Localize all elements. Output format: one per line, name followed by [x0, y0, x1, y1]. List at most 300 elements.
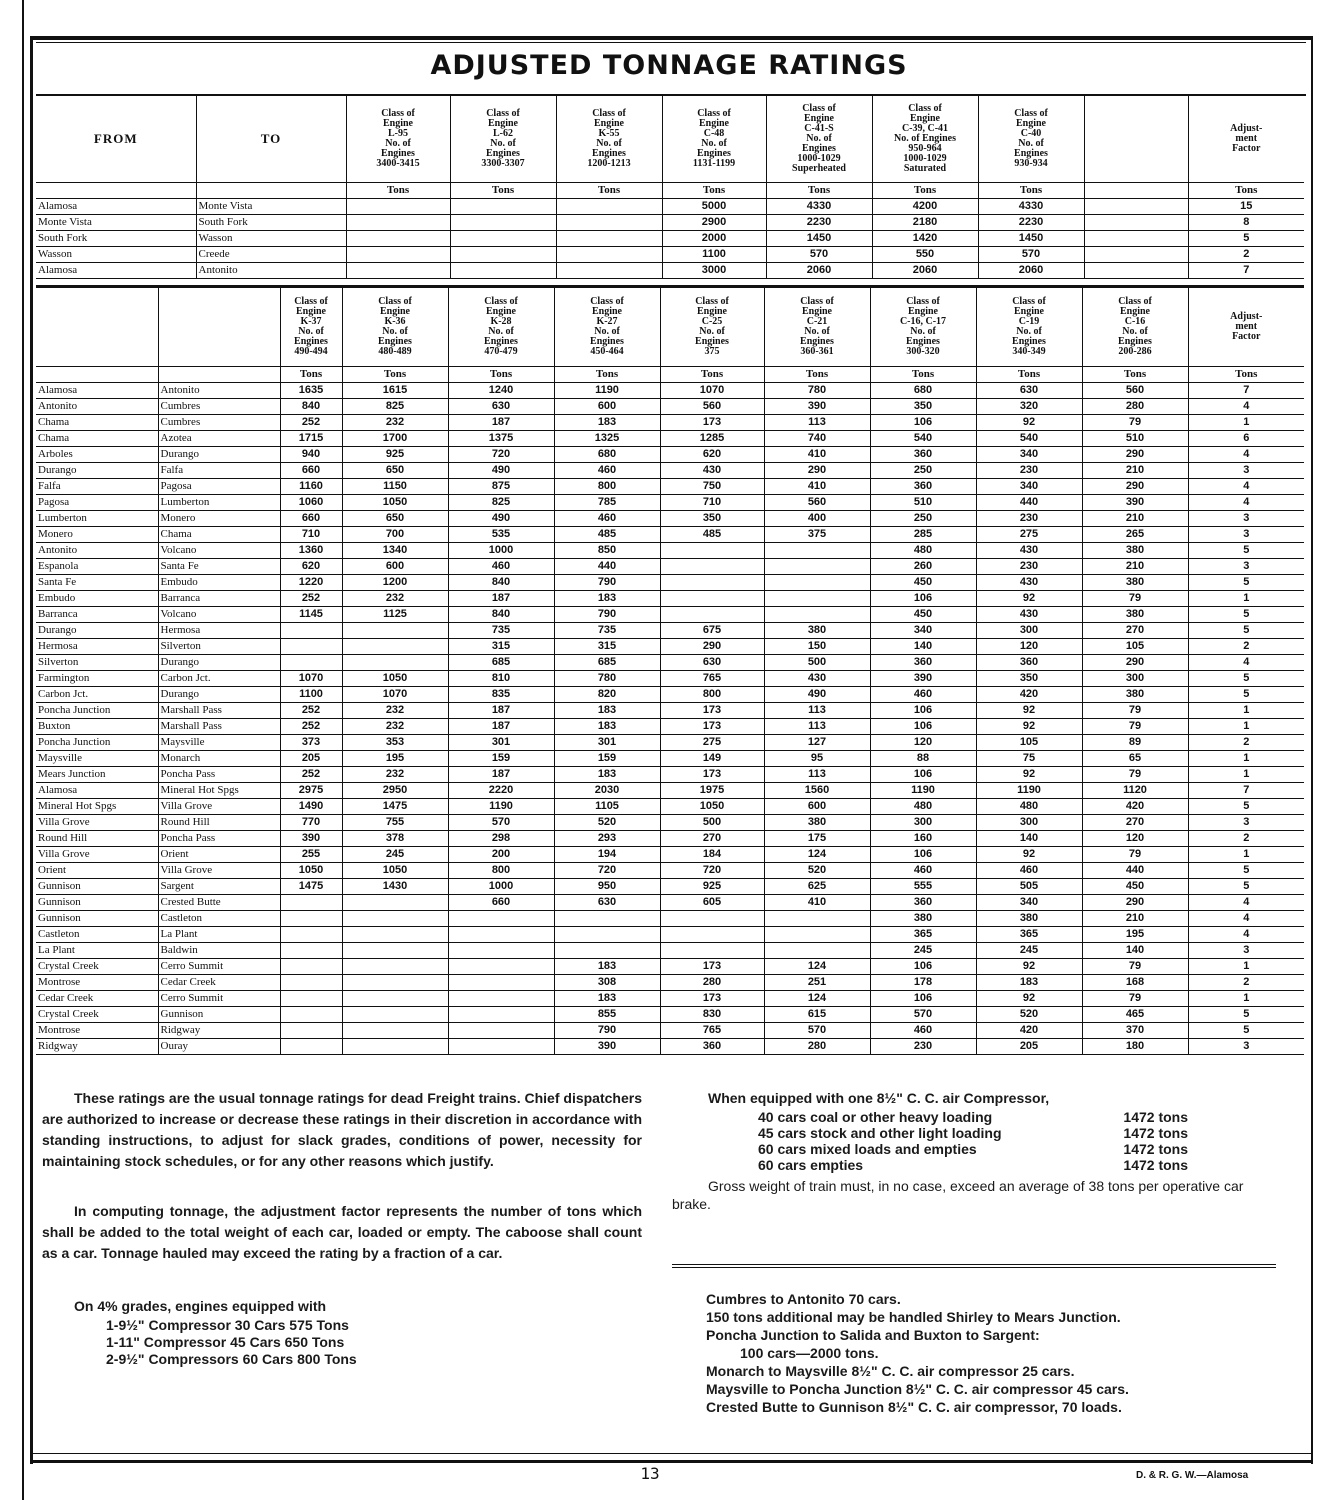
tonnage-value: 1360: [280, 543, 342, 559]
table-row: [36, 559, 1304, 575]
grades-line: 1-9½" Compressor 30 Cars 575 Tons: [106, 1317, 349, 1333]
from-station: Wasson: [36, 247, 196, 263]
engine-header-line: Engines: [381, 148, 415, 159]
table-row: [36, 1023, 1304, 1039]
table-row: [36, 735, 1304, 751]
engine-class-header: [870, 287, 976, 367]
from-station: Montrose: [36, 1023, 158, 1039]
tonnage-value: 380: [976, 911, 1082, 927]
tonnage-value: 520: [976, 1007, 1082, 1023]
engine-header-line: Engines: [1014, 148, 1048, 159]
unit-label: Tons: [1188, 183, 1304, 199]
tonnage-value: [448, 943, 554, 959]
tonnage-value: [556, 263, 662, 279]
tonnage-value: 124: [764, 847, 870, 863]
tonnage-value: 1635: [280, 383, 342, 399]
to-station: Creede: [196, 247, 346, 263]
tonnage-value: 252: [280, 719, 342, 735]
tonnage-value: [450, 231, 556, 247]
tonnage-value: 315: [554, 639, 660, 655]
tonnage-value: 370: [1082, 1023, 1188, 1039]
tonnage-value: 298: [448, 831, 554, 847]
tonnage-value: 183: [976, 975, 1082, 991]
from-station: Alamosa: [36, 783, 158, 799]
tonnage-value: 835: [448, 687, 554, 703]
tonnage-value: 540: [976, 431, 1082, 447]
tonnage-value: 113: [764, 703, 870, 719]
tonnage-value: 250: [870, 511, 976, 527]
tonnage-value: 1120: [1082, 783, 1188, 799]
unit-label: Tons: [1188, 367, 1304, 383]
tonnage-value: [280, 895, 342, 911]
grades-line: 1-11" Compressor 45 Cars 650 Tons: [106, 1334, 345, 1350]
engine-class-header: [976, 287, 1082, 367]
to-station: Durango: [158, 687, 280, 703]
engine-header-line: Class of: [1118, 296, 1152, 307]
tonnage-value: 685: [448, 655, 554, 671]
tonnage-value: 850: [554, 543, 660, 559]
engine-header-line: Engine: [1015, 118, 1046, 129]
table-row: [36, 511, 1304, 527]
tonnage-value: [448, 1023, 554, 1039]
engine-header-line: Class of: [802, 103, 836, 114]
tonnage-value: 95: [764, 751, 870, 767]
tonnage-value: 660: [280, 511, 342, 527]
from-station: Poncha Junction: [36, 703, 158, 719]
tonnage-value: 5: [1188, 1023, 1304, 1039]
engine-header-line: Factor: [1232, 143, 1261, 154]
from-station: Farmington: [36, 671, 158, 687]
tonnage-value: [556, 215, 662, 231]
tonnage-value: 187: [448, 415, 554, 431]
to-station: Monte Vista: [196, 199, 346, 215]
engine-header-line: 360-361: [800, 346, 834, 357]
tonnage-value: 825: [448, 495, 554, 511]
tonnage-value: 183: [554, 703, 660, 719]
tonnage-value: 2230: [766, 215, 872, 231]
from-station: Poncha Junction: [36, 735, 158, 751]
tonnage-value: 630: [660, 655, 764, 671]
tonnage-value: 510: [870, 495, 976, 511]
from-station: Hermosa: [36, 639, 158, 655]
tonnage-value: 1220: [280, 575, 342, 591]
engine-class-header: [1188, 96, 1304, 183]
tonnage-value: 490: [448, 463, 554, 479]
tonnage-value: [342, 911, 448, 927]
table-row: [36, 815, 1304, 831]
engine-header-line: No. of: [1016, 326, 1042, 337]
table-row: [36, 671, 1304, 687]
table-row: [36, 1039, 1304, 1055]
engine-header-line: Class of: [381, 108, 415, 119]
engine-header-line: No. of: [910, 326, 936, 337]
tonnage-value: 1190: [976, 783, 1082, 799]
from-station: Gunnison: [36, 895, 158, 911]
engine-header-line: C-40: [1020, 128, 1042, 139]
tonnage-value: [342, 943, 448, 959]
unit-label: Tons: [448, 367, 554, 383]
tonnage-value: 184: [660, 847, 764, 863]
to-station: Carbon Jct.: [158, 671, 280, 687]
to-station: Falfa: [158, 463, 280, 479]
tonnage-value: 1160: [280, 479, 342, 495]
tonnage-value: [448, 959, 554, 975]
engine-header-line: Engines: [484, 336, 518, 347]
engine-header-line: Engine: [485, 306, 516, 317]
from-station: Crystal Creek: [36, 1007, 158, 1023]
tonnage-value: 195: [1082, 927, 1188, 943]
tonnage-value: [346, 199, 450, 215]
tonnage-value: 2230: [978, 215, 1084, 231]
engine-header-line: Engine: [295, 306, 326, 317]
to-station: Azotea: [158, 431, 280, 447]
tonnage-value: 210: [1082, 559, 1188, 575]
tonnage-value: 232: [342, 591, 448, 607]
to-station: Marshall Pass: [158, 703, 280, 719]
tonnage-value: 290: [660, 639, 764, 655]
table-row: [36, 895, 1304, 911]
engine-header-line: No. of: [806, 133, 832, 144]
tonnage-value: 925: [660, 879, 764, 895]
tonnage-value: 1700: [342, 431, 448, 447]
tonnage-value: 1450: [978, 231, 1084, 247]
frame-rule: [30, 1453, 1313, 1454]
grades-note-head: On 4% grades, engines equipped with: [74, 1298, 327, 1314]
tonnage-value: 140: [870, 639, 976, 655]
tonnage-value: 410: [764, 895, 870, 911]
tonnage-value: 500: [660, 815, 764, 831]
engine-header-line: Engines: [592, 148, 626, 159]
tonnage-value: 183: [554, 719, 660, 735]
from-station: Embudo: [36, 591, 158, 607]
tonnage-value: 5: [1188, 799, 1304, 815]
note-line: Maysville to Poncha Junction 8½" C. C. air compressor 45 cars.: [706, 1381, 1129, 1397]
engine-header-line: C-25: [701, 316, 723, 327]
tonnage-value: [342, 1039, 448, 1055]
tonnage-value: 800: [448, 863, 554, 879]
tonnage-value: 340: [976, 447, 1082, 463]
tonnage-value: 290: [764, 463, 870, 479]
tonnage-value: 3000: [662, 263, 766, 279]
tonnage-value: 520: [554, 815, 660, 831]
table-row: [36, 383, 1304, 399]
from-station: Ridgway: [36, 1039, 158, 1055]
tonnage-value: 365: [870, 927, 976, 943]
tonnage-value: 1615: [342, 383, 448, 399]
table-row: [36, 215, 1304, 231]
table-row: [36, 1007, 1304, 1023]
tonnage-value: 92: [976, 591, 1082, 607]
tonnage-value: 785: [554, 495, 660, 511]
unit-label: Tons: [346, 183, 450, 199]
from-station: Falfa: [36, 479, 158, 495]
tonnage-value: 700: [342, 527, 448, 543]
tonnage-value: [342, 639, 448, 655]
tonnage-value: 300: [870, 815, 976, 831]
tonnage-value: 380: [870, 911, 976, 927]
tonnage-value: 4: [1188, 895, 1304, 911]
to-station: Cedar Creek: [158, 975, 280, 991]
tonnage-value: 940: [280, 447, 342, 463]
tonnage-value: 280: [660, 975, 764, 991]
tonnage-value: 505: [976, 879, 1082, 895]
from-station: Buxton: [36, 719, 158, 735]
to-station: Durango: [158, 447, 280, 463]
tonnage-value: 685: [554, 655, 660, 671]
tonnage-value: 390: [280, 831, 342, 847]
tonnage-value: 180: [1082, 1039, 1188, 1055]
tonnage-value: 1050: [342, 863, 448, 879]
tonnage-value: 560: [1082, 383, 1188, 399]
from-station: Alamosa: [36, 263, 196, 279]
tonnage-value: 7: [1188, 263, 1304, 279]
table-row: [36, 831, 1304, 847]
tonnage-value: 230: [976, 559, 1082, 575]
tonnage-value: 4: [1188, 655, 1304, 671]
tonnage-value: 173: [660, 719, 764, 735]
engine-header-line: Engine: [591, 306, 622, 317]
tonnage-value: 5: [1188, 607, 1304, 623]
tonnage-value: 650: [342, 463, 448, 479]
tonnage-value: 380: [1082, 607, 1188, 623]
engine-header-line: Engines: [906, 336, 940, 347]
tonnage-value: [556, 199, 662, 215]
tonnage-value: 2180: [872, 215, 978, 231]
tonnage-value: 92: [976, 767, 1082, 783]
notes-left: [42, 1088, 642, 1368]
tonnage-value: 2975: [280, 783, 342, 799]
tonnage-value: 120: [1082, 831, 1188, 847]
tonnage-value: 570: [870, 1007, 976, 1023]
from-station: Silverton: [36, 655, 158, 671]
tonnage-value: [554, 927, 660, 943]
tonnage-value: 308: [554, 975, 660, 991]
tonnage-value: [764, 911, 870, 927]
table-row: [36, 479, 1304, 495]
tonnage-value: 820: [554, 687, 660, 703]
to-station: Marshall Pass: [158, 719, 280, 735]
note-line: Cumbres to Antonito 70 cars.: [706, 1291, 901, 1307]
to-station: Embudo: [158, 575, 280, 591]
tonnage-value: 2220: [448, 783, 554, 799]
tonnage-value: [448, 927, 554, 943]
tonnage-value: 630: [448, 399, 554, 415]
tonnage-value: 79: [1082, 415, 1188, 431]
tonnage-value: 840: [448, 607, 554, 623]
table-row: [36, 655, 1304, 671]
unit-label: Tons: [342, 367, 448, 383]
unit-label: Tons: [870, 367, 976, 383]
engine-class-header: [872, 96, 978, 183]
tonnage-value: 1430: [342, 879, 448, 895]
tonnage-value: 555: [870, 879, 976, 895]
tonnage-value: [342, 927, 448, 943]
tonnage-value: [1084, 263, 1188, 279]
tonnage-value: [280, 623, 342, 639]
tonnage-value: 1060: [280, 495, 342, 511]
tonnage-value: 160: [870, 831, 976, 847]
tonnage-value: 1190: [448, 799, 554, 815]
tonnage-value: 1975: [660, 783, 764, 799]
tonnage-value: 1285: [660, 431, 764, 447]
tonnage-value: 159: [554, 751, 660, 767]
tonnage-value: [280, 911, 342, 927]
to-station: Chama: [158, 527, 280, 543]
tonnage-value: 79: [1082, 959, 1188, 975]
tonnage-value: 480: [870, 543, 976, 559]
tonnage-value: [280, 1007, 342, 1023]
from-header: FROM: [36, 96, 196, 183]
table-row: [36, 399, 1304, 415]
frame-rule: [36, 42, 1306, 43]
tonnage-value: [1084, 199, 1188, 215]
engine-header-line: K-37: [300, 316, 322, 327]
tonnage-value: [280, 639, 342, 655]
tonnage-value: [342, 895, 448, 911]
engine-header-line: 1000-1029: [797, 153, 841, 164]
tonnage-value: 430: [764, 671, 870, 687]
table-row: [36, 975, 1304, 991]
tonnage-value: 1: [1188, 959, 1304, 975]
to-station: Silverton: [158, 639, 280, 655]
tonnage-value: [280, 959, 342, 975]
tonnage-value: 535: [448, 527, 554, 543]
tonnage-value: 380: [764, 623, 870, 639]
compressor-note-head: When equipped with one 8½" C. C. air Compressor,: [708, 1090, 1050, 1106]
tonnage-value: 570: [448, 815, 554, 831]
tonnage-value: 251: [764, 975, 870, 991]
tonnage-value: [764, 927, 870, 943]
table-row: [36, 767, 1304, 783]
table-row: [36, 863, 1304, 879]
tonnage-value: 550: [872, 247, 978, 263]
tonnage-value: 205: [976, 1039, 1082, 1055]
tonnage-value: 1050: [660, 799, 764, 815]
to-station: Volcano: [158, 543, 280, 559]
tonnage-value: 245: [976, 943, 1082, 959]
tonnage-value: [660, 591, 764, 607]
notes-rule: [672, 1267, 1276, 1268]
tonnage-value: 2060: [766, 263, 872, 279]
tonnage-value: 265: [1082, 527, 1188, 543]
tonnage-value: 450: [870, 575, 976, 591]
tonnage-value: 378: [342, 831, 448, 847]
tonnage-value: 925: [342, 447, 448, 463]
binding-edge: [0, 0, 24, 1500]
tonnage-value: 1050: [342, 495, 448, 511]
engine-header-line: Engine: [698, 118, 729, 129]
engine-header-line: 480-489: [378, 346, 412, 357]
table-row: [36, 263, 1304, 279]
to-station: Baldwin: [158, 943, 280, 959]
tonnage-value: 420: [976, 687, 1082, 703]
engine-header-line: No. of: [701, 138, 727, 149]
engine-class-header: [342, 287, 448, 367]
unit-label: Tons: [766, 183, 872, 199]
from-station: Villa Grove: [36, 815, 158, 831]
tonnage-value: 230: [870, 1039, 976, 1055]
engine-header-line: 490-494: [294, 346, 328, 357]
tonnage-table-2: [36, 285, 1304, 1055]
from-station: Chama: [36, 415, 158, 431]
engine-class-header: [556, 96, 662, 183]
tonnage-value: [342, 1007, 448, 1023]
cars-row: 45 cars stock and other light loading 1472 tons: [758, 1125, 1188, 1141]
tonnage-value: [280, 991, 342, 1007]
to-station: Hermosa: [158, 623, 280, 639]
tonnage-value: [280, 1023, 342, 1039]
tonnage-table-1: [36, 96, 1304, 279]
engine-class-header: [346, 96, 450, 183]
tonnage-value: [346, 231, 450, 247]
engine-class-header: [764, 287, 870, 367]
tonnage-value: [280, 927, 342, 943]
from-header-blank: [36, 287, 158, 367]
to-station: Wasson: [196, 231, 346, 247]
tonnage-value: 720: [660, 863, 764, 879]
tonnage-value: 315: [448, 639, 554, 655]
ratings-note: These ratings are the usual tonnage ratings for dead Freight trains. Chief dispatchers are authorized to increase or decrease these ratings in their discretion in accordance with standing instructions, to adjust for slack grades, conditions of power, necessity for maintaining stock schedules, or for any other reasons which justify.: [42, 1090, 642, 1169]
engine-header-line: C-21: [806, 316, 828, 327]
engine-header-line: Class of: [484, 296, 518, 307]
tonnage-value: 230: [976, 463, 1082, 479]
tonnage-value: 340: [870, 623, 976, 639]
tonnage-value: 300: [976, 815, 1082, 831]
note-line: 150 tons additional may be handled Shirley to Mears Junction.: [706, 1309, 1121, 1325]
tonnage-value: 380: [1082, 687, 1188, 703]
tonnage-value: 2030: [554, 783, 660, 799]
tonnage-value: 5: [1188, 231, 1304, 247]
engine-header-line: Class of: [592, 108, 626, 119]
from-station: Durango: [36, 623, 158, 639]
tonnage-value: 1: [1188, 767, 1304, 783]
engine-header-line: L-62: [493, 128, 513, 139]
tonnage-value: 600: [342, 559, 448, 575]
tonnage-value: [764, 543, 870, 559]
tonnage-value: 301: [448, 735, 554, 751]
tonnage-value: 175: [764, 831, 870, 847]
notes-right: [672, 1088, 1282, 1213]
engine-header-line: Class of: [486, 108, 520, 119]
tonnage-value: 120: [870, 735, 976, 751]
engine-header-line: Engine: [593, 118, 624, 129]
tonnage-value: 765: [660, 1023, 764, 1039]
unit-label: Tons: [662, 183, 766, 199]
tonnage-value: 490: [448, 511, 554, 527]
grades-line: 2-9½" Compressors 60 Cars 800 Tons: [106, 1351, 357, 1367]
engine-header-line: Class of: [378, 296, 412, 307]
tonnage-value: 2: [1188, 639, 1304, 655]
tonnage-value: 89: [1082, 735, 1188, 751]
to-station: Volcano: [158, 607, 280, 623]
tonnage-value: 350: [870, 399, 976, 415]
tonnage-value: 183: [554, 415, 660, 431]
tonnage-value: [448, 1007, 554, 1023]
to-station: Maysville: [158, 735, 280, 751]
engine-header-line: Engine: [1119, 306, 1150, 317]
tonnage-value: 440: [554, 559, 660, 575]
tonnage-value: 4330: [978, 199, 1084, 215]
tonnage-value: 570: [978, 247, 1084, 263]
tonnage-value: 840: [280, 399, 342, 415]
from-station: Montrose: [36, 975, 158, 991]
engine-header-line: No. of: [385, 138, 411, 149]
engine-class-header: [662, 96, 766, 183]
to-header: TO: [196, 96, 346, 183]
from-station: Antonito: [36, 399, 158, 415]
engine-header-line: ment: [1235, 321, 1258, 332]
engine-header-line: Engines: [1118, 336, 1152, 347]
